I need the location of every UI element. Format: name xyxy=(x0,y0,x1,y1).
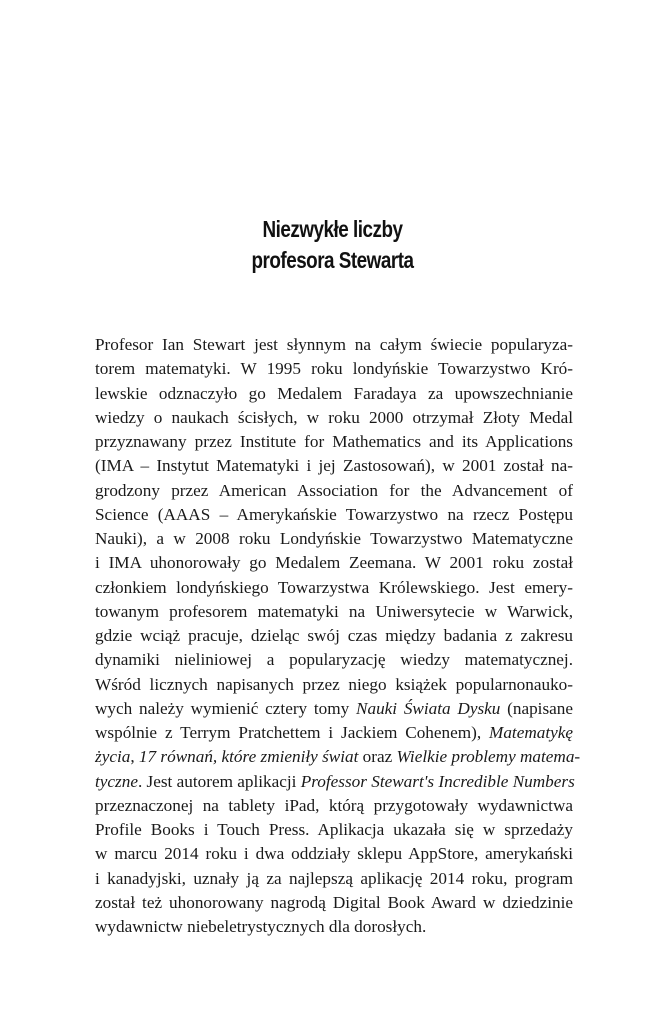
text-segment: (napisane xyxy=(500,698,573,718)
text-segment: wspólnie z Terrym Pratchettem i Jackiem Cohenem), xyxy=(95,723,490,742)
title-line-2: profesora Stewarta xyxy=(251,247,414,273)
text-line xyxy=(95,794,573,818)
text-line xyxy=(95,333,573,357)
text-line xyxy=(95,576,573,600)
page-title xyxy=(60,214,605,276)
italic-title-text: 17 równań, które zmieniły świat xyxy=(138,747,359,767)
italic-title-text: Professor Stewart's Incredible Numbers xyxy=(300,771,575,791)
text-line xyxy=(95,842,573,866)
text-segment: wiedzy o naukach ścisłych, w roku 2000 otrzymał Złoty Medal xyxy=(95,407,573,427)
text-line xyxy=(95,382,573,406)
text-line xyxy=(95,454,573,478)
text-segment: został też uhonorowany nagrodą Digital Book Award w dziedzinie xyxy=(95,892,573,912)
text-segment: . Jest autorem aplikacji xyxy=(137,771,301,791)
text-line xyxy=(95,503,573,527)
text-segment: członkiem londyńskiego Towarzystwa Królewskiego. Jest emery- xyxy=(95,577,573,597)
text-line xyxy=(95,867,573,891)
text-segment: dynamiki nieliniowej a popularyzację wiedzy matematycznej. xyxy=(95,650,573,670)
text-segment: wych należy wymienić cztery tomy xyxy=(95,698,357,718)
text-segment: i kanadyjski, uznały ją za najlepszą aplikację 2014 roku, program xyxy=(95,868,573,888)
text-line xyxy=(95,527,573,551)
text-line xyxy=(95,624,573,648)
text-segment: i IMA uhonorowały go Medalem Zeemana. W 2001 roku został xyxy=(95,553,573,573)
text-line xyxy=(95,818,573,842)
text-line xyxy=(95,648,573,672)
text-line xyxy=(95,891,573,915)
text-line xyxy=(95,673,573,697)
text-segment: przyznawany przez Institute for Mathematics and its Applications xyxy=(95,432,573,451)
text-segment: wydawnictw niebeletrystycznych dla dorosłych. xyxy=(95,917,427,936)
text-segment: Profesor Ian Stewart jest słynnym na całym świecie popularyza- xyxy=(95,335,573,354)
text-line xyxy=(95,770,573,794)
text-segment: Science (AAAS – Amerykańskie Towarzystwo na rzecz Postępu xyxy=(95,504,573,524)
author-bio-paragraph xyxy=(95,333,581,939)
text-segment: torem matematyki. W 1995 roku londyńskie Towarzystwo Kró- xyxy=(95,359,573,379)
italic-title-text: życia xyxy=(95,747,131,767)
text-segment: gdzie wciąż pracuje, dzieląc swój czas między badania z zakresu xyxy=(95,626,573,645)
title-line-1: Niezwykłe liczby xyxy=(262,216,403,242)
text-segment: (IMA – Instytut Matematyki i jej Zastosowań), w 2001 został na- xyxy=(95,456,573,476)
italic-title-text: tyczne xyxy=(95,771,138,791)
text-line xyxy=(95,357,573,381)
text-segment: Wśród licznych napisanych przez niego książek popularnonauko- xyxy=(95,674,573,694)
text-segment: oraz xyxy=(358,747,397,767)
text-segment: w marcu 2014 roku i dwa oddziały sklepu AppStore, amerykański xyxy=(95,844,573,864)
text-line xyxy=(95,430,573,454)
text-segment: Nauki), a w 2008 roku Londyńskie Towarzystwo Matematyczne xyxy=(95,529,573,548)
italic-title-text: Nauki Świata Dysku xyxy=(356,698,501,718)
text-segment: grodzony przez American Association for the Advancement of xyxy=(95,480,573,500)
italic-title-text: Matematykę xyxy=(489,723,573,742)
text-segment: , xyxy=(130,747,139,767)
italic-title-text: Wielkie problemy matema- xyxy=(396,747,581,767)
text-segment: towanym profesorem matematyki na Uniwersytecie w Warwick, xyxy=(95,601,573,621)
text-line xyxy=(95,697,573,721)
text-line xyxy=(95,745,581,769)
text-segment: lewskie odznaczyło go Medalem Faradaya za upowszechnianie xyxy=(95,383,573,403)
text-line xyxy=(95,915,573,939)
text-line xyxy=(95,600,573,624)
text-line xyxy=(95,479,573,503)
text-line xyxy=(95,406,573,430)
text-segment: Profile Books i Touch Press. Aplikacja ukazała się w sprzedaży xyxy=(95,820,573,839)
text-line xyxy=(95,551,573,575)
text-segment: przeznaczonej na tablety iPad, którą przygotowały wydawnictwa xyxy=(95,795,573,815)
text-line xyxy=(95,721,573,745)
